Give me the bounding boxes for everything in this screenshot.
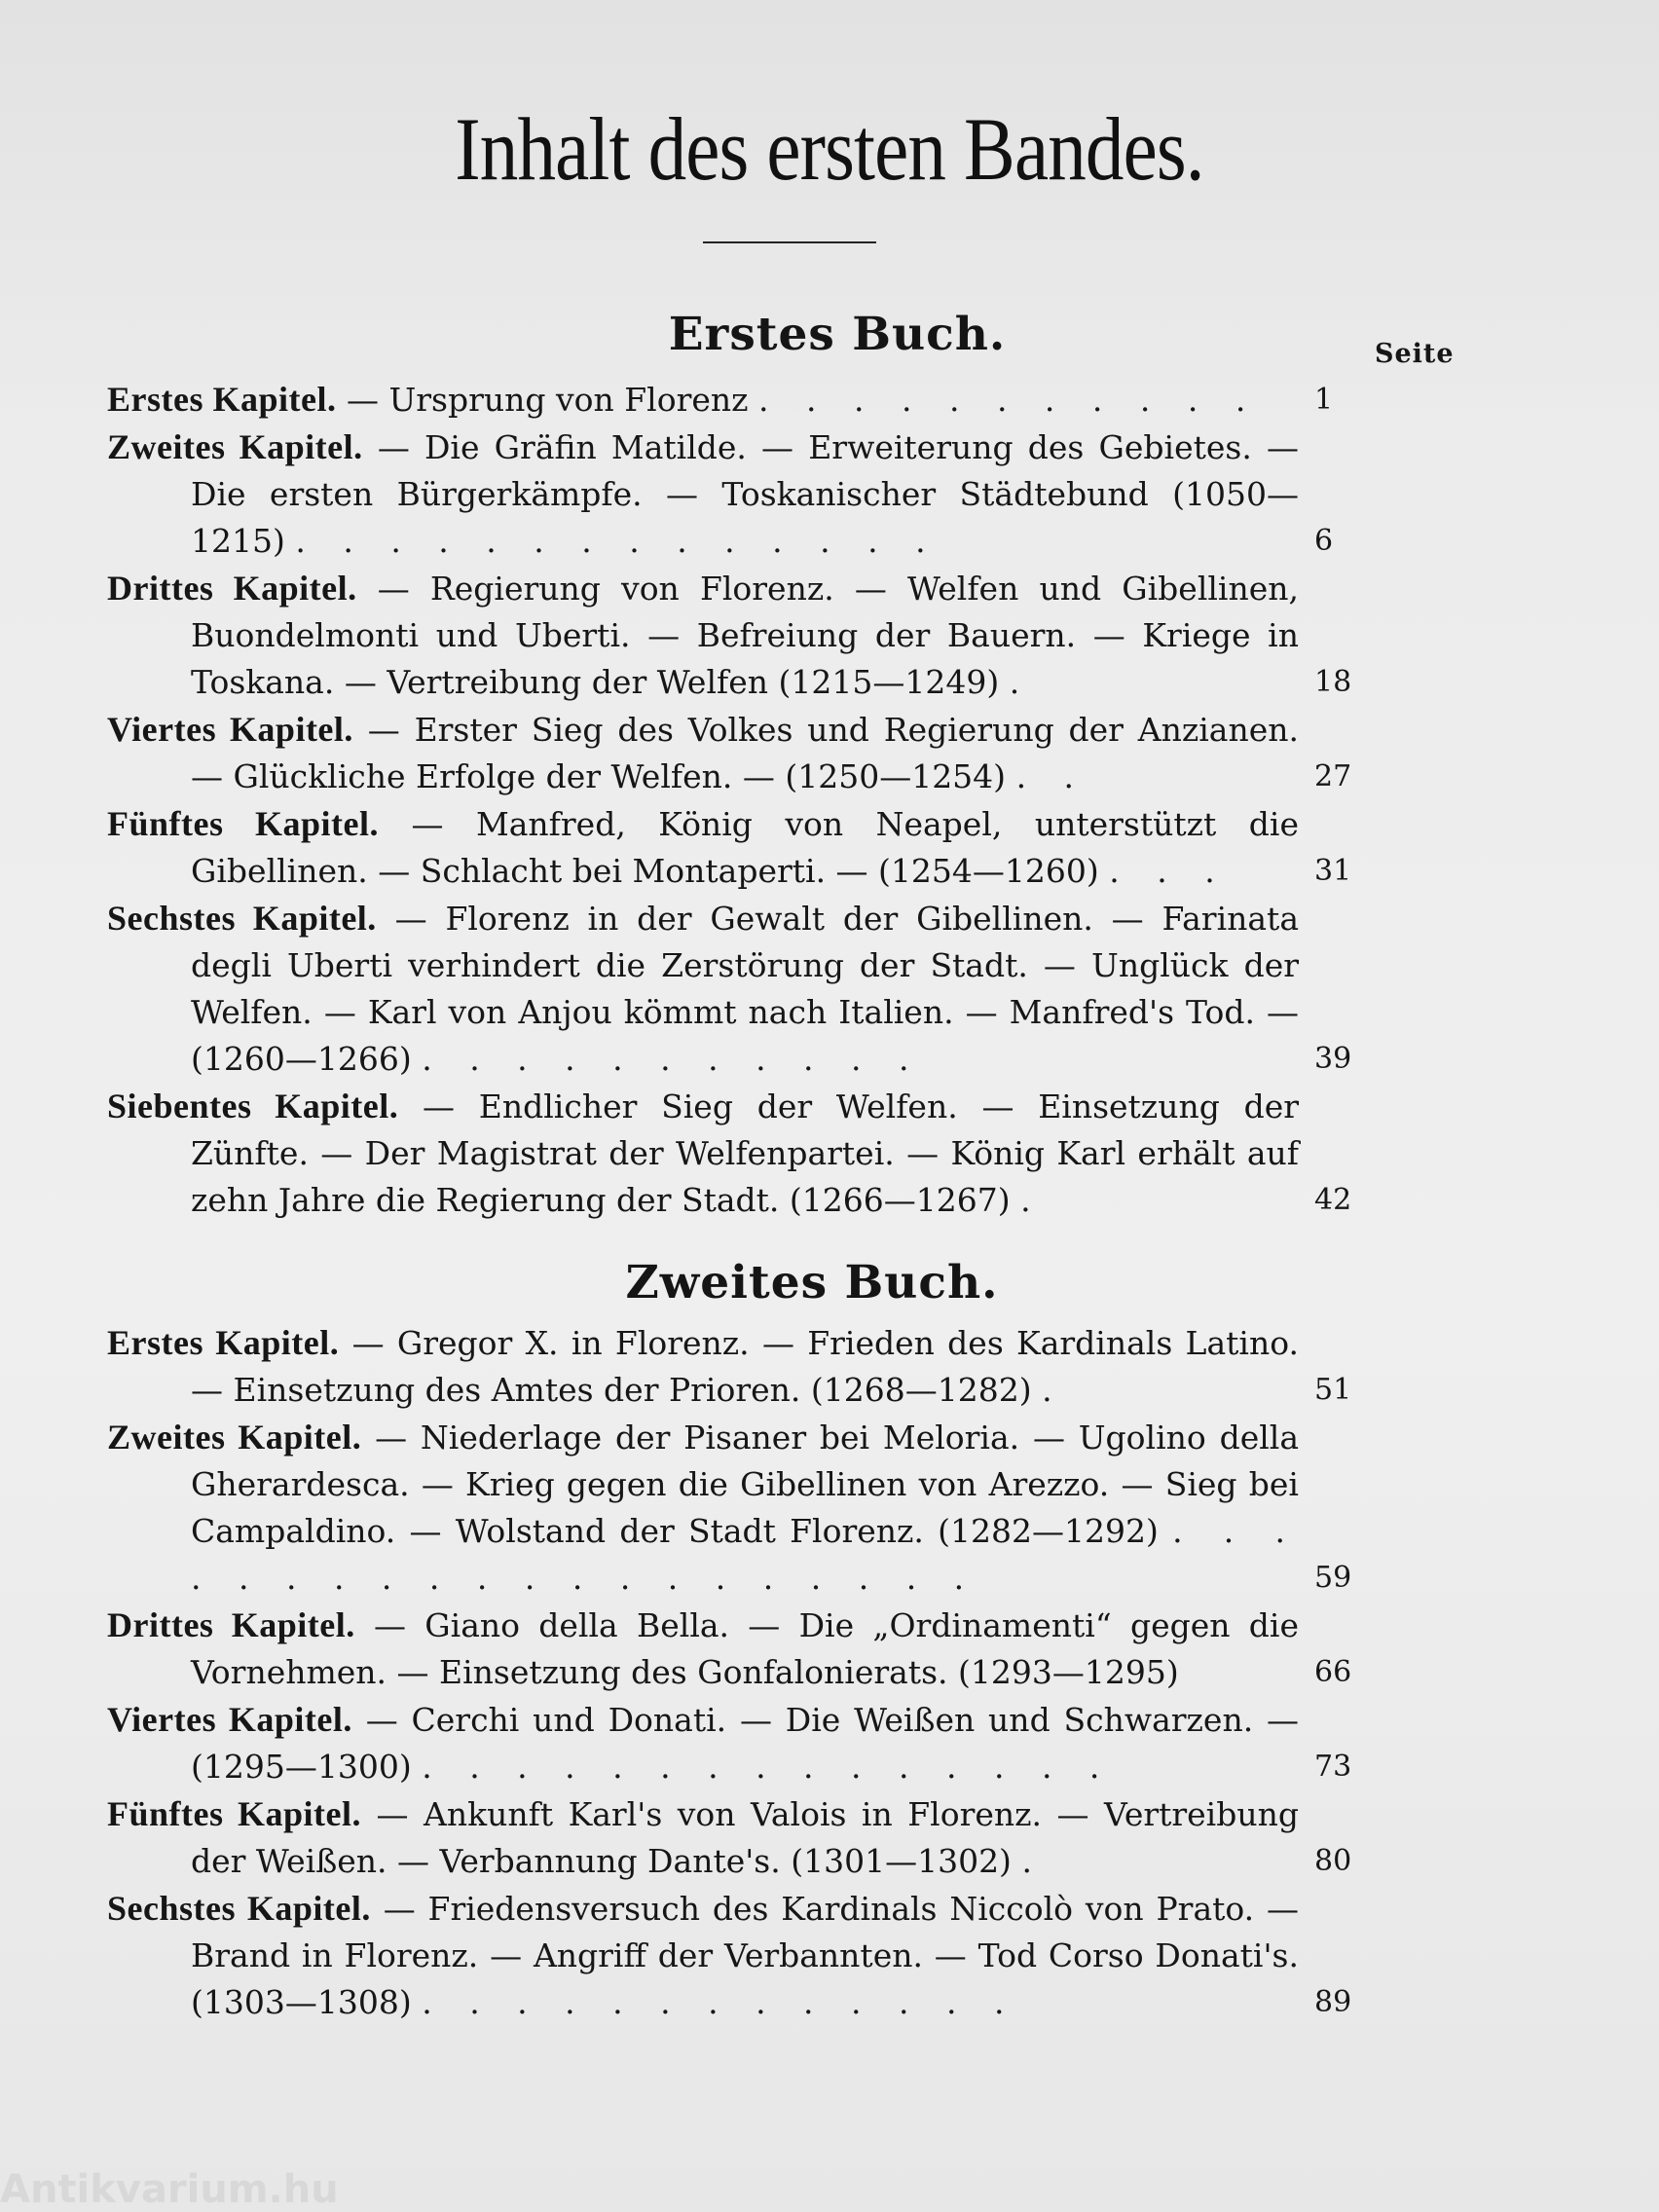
- leader-dots: .: [1042, 1371, 1066, 1409]
- toc-entry: [107, 1885, 1373, 2026]
- chapter-label: Viertes Kapitel.: [107, 1700, 352, 1739]
- page-number: 1: [1314, 383, 1334, 417]
- chapter-label: Erstes Kapitel.: [107, 1323, 340, 1362]
- toc-entry: [107, 800, 1373, 895]
- leader-dots: . . . . . . . . . . . . . .: [295, 522, 940, 560]
- leader-dots: . .: [1015, 757, 1088, 795]
- toc-entry: [107, 424, 1373, 565]
- toc-entry: [107, 706, 1373, 800]
- chapter-label: Zweites Kapitel.: [107, 427, 363, 466]
- toc-entry: [107, 1083, 1373, 1224]
- chapter-text: — Cerchi und Donati. — Die Weißen und Schwarzen. — (1295—1300): [191, 1701, 1299, 1786]
- chapter-label: Drittes Kapitel.: [107, 569, 357, 608]
- chapter-text: — Ankunft Karl's von Valois in Florenz. — Vertreibung der Weißen. — Verbannung Dante's. (1301—1302): [191, 1795, 1299, 1880]
- chapter-text: — Erster Sieg des Volkes und Regierung der Anzianen. — Glückliche Erfolge der Welfen. — (1250—1254): [191, 711, 1299, 795]
- page-number: 42: [1314, 1183, 1352, 1217]
- leader-dots: . . . . . . . . . . .: [758, 381, 1260, 419]
- page-number: 31: [1314, 854, 1352, 888]
- chapter-label: Fünftes Kapitel.: [107, 804, 379, 843]
- leader-dots: . . . . . . . . . . . . . . . . . . . .: [191, 1512, 1299, 1597]
- toc-entry: [107, 376, 1373, 424]
- toc-entry: [107, 1414, 1373, 1602]
- chapter-label: Sechstes Kapitel.: [107, 899, 377, 938]
- leader-dots: .: [1021, 1842, 1046, 1880]
- leader-dots: . . . . . . . . . . . . . . .: [422, 1748, 1114, 1786]
- page-number: 59: [1314, 1561, 1352, 1595]
- chapter-label: Erstes Kapitel.: [107, 380, 337, 419]
- toc-entry: [107, 1790, 1373, 1885]
- book1-toc: [107, 376, 1373, 1224]
- page-number: 6: [1314, 524, 1334, 558]
- page-number: 89: [1314, 1985, 1352, 2019]
- chapter-text: — Regierung von Florenz. — Welfen und Gibellinen, Buondelmonti und Uberti. — Befreiung der Bauern. — Kriege in Toskana. — Vertreibung der Welfen (1215—1249): [191, 570, 1300, 701]
- page-number: 73: [1314, 1750, 1352, 1784]
- chapter-label: Drittes Kapitel.: [107, 1605, 355, 1644]
- leader-dots: .: [1009, 663, 1034, 701]
- page-number: 51: [1314, 1373, 1352, 1407]
- chapter-text: — Die Gräfin Matilde. — Erweiterung des Gebietes. — Die ersten Bürgerkämpfe. — Toskanischer Städtebund (1050—1215): [191, 428, 1299, 560]
- chapter-text: — Endlicher Sieg der Welfen. — Einsetzung der Zünfte. — Der Magistrat der Welfenpartei. — König Karl erhält auf zehn Jahre die Regierung der Stadt. (1266—1267): [191, 1088, 1300, 1219]
- watermark: Antikvarium.hu: [0, 2167, 339, 2212]
- leader-dots: .: [1020, 1181, 1045, 1219]
- toc-entry: [107, 895, 1373, 1083]
- book2-toc: [107, 1319, 1373, 2026]
- chapter-text: — Friedensversuch des Kardinals Niccolò von Prato. — Brand in Florenz. — Angriff der Verbannten. — Tod Corso Donati's. (1303—1308): [191, 1890, 1300, 2021]
- title-rule: [703, 241, 876, 243]
- chapter-label: Zweites Kapitel.: [107, 1418, 362, 1456]
- page-number: 66: [1314, 1655, 1352, 1689]
- leader-dots: . . . . . . . . . . .: [422, 1040, 923, 1078]
- page-number: 18: [1314, 665, 1352, 699]
- toc-entry: [107, 1319, 1373, 1414]
- chapter-text: — Ursprung von Florenz: [346, 381, 749, 419]
- chapter-text: — Giano della Bella. — Die „Ordinamenti“ gegen die Vornehmen. — Einsetzung des Gonfalonierats. (1293—1295): [191, 1606, 1299, 1691]
- book1-heading: Erstes Buch.: [668, 308, 1007, 361]
- seite-label: Seite: [1375, 339, 1455, 369]
- chapter-text: — Florenz in der Gewalt der Gibellinen. — Farinata degli Uberti verhindert die Zerstörung der Stadt. — Unglück der Welfen. — Karl von Anjou kömmt nach Italien. — Manfred's Tod. — (1260—1266): [191, 900, 1299, 1078]
- chapter-text: — Gregor X. in Florenz. — Frieden des Kardinals Latino. — Einsetzung des Amtes der Prioren. (1268—1282): [191, 1324, 1299, 1409]
- page-number: 80: [1314, 1844, 1352, 1878]
- book2-heading: Zweites Buch.: [625, 1256, 999, 1309]
- chapter-text: — Manfred, König von Neapel, unterstützt die Gibellinen. — Schlacht bei Montaperti. — (1254—1260): [191, 805, 1299, 890]
- page-number: 39: [1314, 1042, 1352, 1076]
- toc-entry: [107, 1696, 1373, 1790]
- leader-dots: . . .: [1109, 852, 1229, 890]
- page-number: 27: [1314, 759, 1352, 793]
- chapter-label: Siebentes Kapitel.: [107, 1087, 399, 1125]
- toc-entry: [107, 565, 1373, 706]
- chapter-label: Sechstes Kapitel.: [107, 1889, 371, 1928]
- leader-dots: . . . . . . . . . . . . .: [422, 1983, 1018, 2021]
- page-title: Inhalt des ersten Bandes.: [455, 99, 1204, 199]
- toc-entry: [107, 1602, 1373, 1696]
- chapter-label: Fünftes Kapitel.: [107, 1794, 362, 1833]
- chapter-label: Viertes Kapitel.: [107, 710, 353, 749]
- chapter-text: — Niederlage der Pisaner bei Meloria. — Ugolino della Gherardesca. — Krieg gegen die Gibellinen von Arezzo. — Sieg bei Campaldino. — Wolstand der Stadt Florenz. (1282—1292): [191, 1419, 1300, 1550]
